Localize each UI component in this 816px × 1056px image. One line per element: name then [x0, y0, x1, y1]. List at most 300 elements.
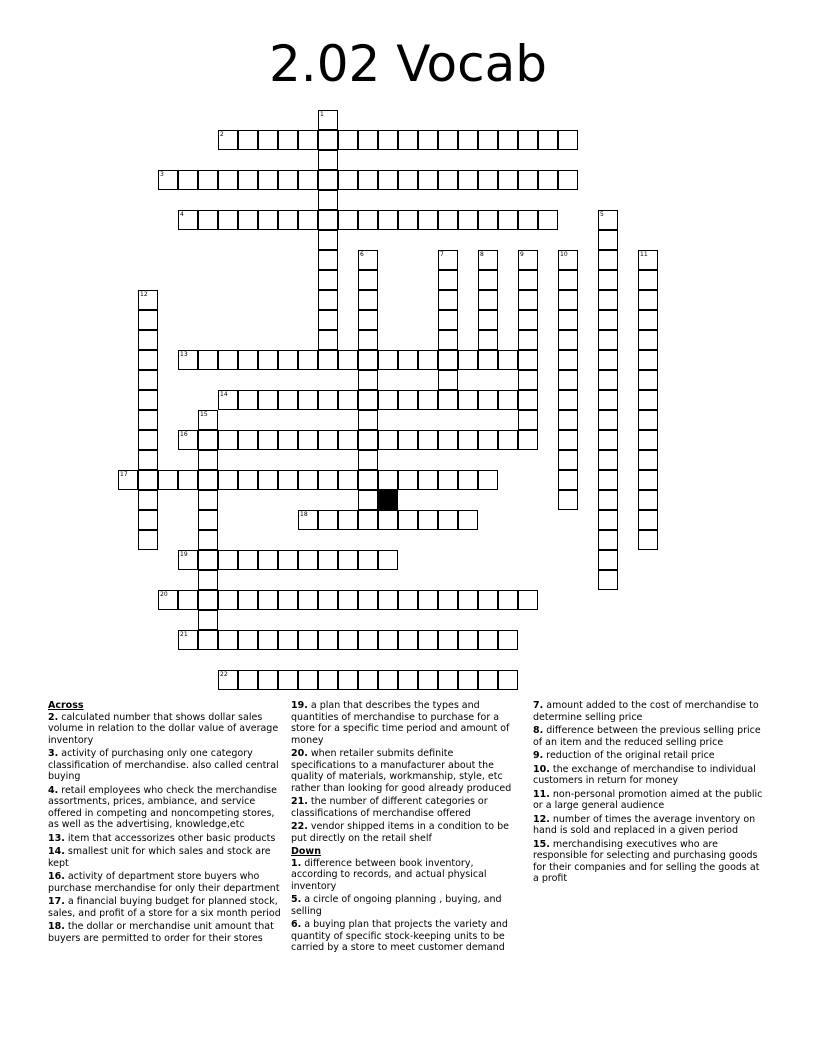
grid-cell[interactable]: [318, 330, 338, 350]
grid-cell[interactable]: [258, 430, 278, 450]
grid-cell[interactable]: [358, 490, 378, 510]
grid-cell[interactable]: [438, 210, 458, 230]
grid-cell[interactable]: [198, 430, 218, 450]
grid-cell[interactable]: [638, 490, 658, 510]
grid-cell[interactable]: [298, 630, 318, 650]
grid-cell[interactable]: [258, 390, 278, 410]
grid-cell[interactable]: [278, 130, 298, 150]
grid-cell[interactable]: [358, 470, 378, 490]
grid-cell[interactable]: [298, 390, 318, 410]
grid-cell[interactable]: [498, 630, 518, 650]
grid-cell[interactable]: [238, 170, 258, 190]
grid-cell[interactable]: [558, 450, 578, 470]
grid-cell[interactable]: [478, 290, 498, 310]
grid-cell[interactable]: [458, 630, 478, 650]
grid-cell[interactable]: [258, 630, 278, 650]
grid-cell[interactable]: [258, 550, 278, 570]
grid-cell[interactable]: [458, 130, 478, 150]
grid-cell[interactable]: [438, 630, 458, 650]
grid-cell[interactable]: [338, 590, 358, 610]
grid-cell[interactable]: [458, 470, 478, 490]
grid-cell[interactable]: [218, 590, 238, 610]
grid-cell[interactable]: [638, 350, 658, 370]
grid-cell[interactable]: [238, 550, 258, 570]
grid-cell[interactable]: [238, 590, 258, 610]
grid-cell[interactable]: [398, 390, 418, 410]
grid-cell[interactable]: [458, 210, 478, 230]
grid-cell[interactable]: [418, 430, 438, 450]
grid-cell[interactable]: [238, 470, 258, 490]
grid-cell[interactable]: [558, 250, 578, 270]
grid-cell[interactable]: [458, 430, 478, 450]
grid-cell[interactable]: [298, 510, 318, 530]
grid-cell[interactable]: [298, 130, 318, 150]
grid-cell[interactable]: [238, 630, 258, 650]
grid-cell[interactable]: [458, 390, 478, 410]
grid-cell[interactable]: [378, 470, 398, 490]
grid-cell[interactable]: [638, 250, 658, 270]
grid-cell[interactable]: [358, 310, 378, 330]
grid-cell[interactable]: [558, 330, 578, 350]
grid-cell[interactable]: [218, 210, 238, 230]
grid-cell[interactable]: [438, 390, 458, 410]
grid-cell[interactable]: [258, 210, 278, 230]
grid-cell[interactable]: [278, 630, 298, 650]
grid-cell[interactable]: [238, 130, 258, 150]
grid-cell[interactable]: [498, 430, 518, 450]
grid-cell[interactable]: [558, 270, 578, 290]
grid-cell[interactable]: [138, 410, 158, 430]
grid-cell[interactable]: [498, 210, 518, 230]
grid-cell[interactable]: [558, 430, 578, 450]
grid-cell[interactable]: [638, 330, 658, 350]
grid-cell[interactable]: [338, 130, 358, 150]
grid-cell[interactable]: [598, 310, 618, 330]
grid-cell[interactable]: [598, 250, 618, 270]
grid-cell[interactable]: [398, 470, 418, 490]
grid-cell[interactable]: [318, 510, 338, 530]
grid-cell[interactable]: [638, 290, 658, 310]
grid-cell[interactable]: [638, 310, 658, 330]
grid-cell[interactable]: [278, 550, 298, 570]
grid-cell[interactable]: [478, 310, 498, 330]
grid-cell[interactable]: [318, 130, 338, 150]
grid-cell[interactable]: [178, 430, 198, 450]
grid-cell[interactable]: [358, 430, 378, 450]
grid-cell[interactable]: [378, 510, 398, 530]
grid-cell[interactable]: [118, 470, 138, 490]
grid-cell[interactable]: [218, 550, 238, 570]
grid-cell[interactable]: [138, 330, 158, 350]
grid-cell[interactable]: [438, 470, 458, 490]
grid-cell[interactable]: [138, 290, 158, 310]
grid-cell[interactable]: [198, 630, 218, 650]
grid-cell[interactable]: [518, 330, 538, 350]
grid-cell[interactable]: [538, 210, 558, 230]
grid-cell[interactable]: [358, 250, 378, 270]
grid-cell[interactable]: [198, 490, 218, 510]
grid-cell[interactable]: [458, 170, 478, 190]
grid-cell[interactable]: [458, 350, 478, 370]
grid-cell[interactable]: [558, 310, 578, 330]
grid-cell[interactable]: [518, 130, 538, 150]
grid-cell[interactable]: [438, 310, 458, 330]
grid-cell[interactable]: [558, 410, 578, 430]
grid-cell[interactable]: [558, 470, 578, 490]
grid-cell[interactable]: [438, 290, 458, 310]
grid-cell[interactable]: [358, 550, 378, 570]
grid-cell[interactable]: [358, 510, 378, 530]
grid-cell[interactable]: [498, 670, 518, 690]
grid-cell[interactable]: [318, 290, 338, 310]
grid-cell[interactable]: [318, 270, 338, 290]
grid-cell[interactable]: [258, 590, 278, 610]
grid-cell[interactable]: [458, 590, 478, 610]
grid-cell[interactable]: [278, 430, 298, 450]
grid-cell[interactable]: [198, 610, 218, 630]
grid-cell[interactable]: [278, 470, 298, 490]
grid-cell[interactable]: [398, 170, 418, 190]
grid-cell[interactable]: [358, 590, 378, 610]
grid-cell[interactable]: [198, 450, 218, 470]
grid-cell[interactable]: [638, 390, 658, 410]
grid-cell[interactable]: [358, 130, 378, 150]
grid-cell[interactable]: [418, 630, 438, 650]
grid-cell[interactable]: [438, 130, 458, 150]
grid-cell[interactable]: [598, 410, 618, 430]
grid-cell[interactable]: [318, 170, 338, 190]
grid-cell[interactable]: [378, 170, 398, 190]
grid-cell[interactable]: [218, 670, 238, 690]
grid-cell[interactable]: [498, 350, 518, 370]
grid-cell[interactable]: [178, 170, 198, 190]
grid-cell[interactable]: [558, 130, 578, 150]
grid-cell[interactable]: [318, 250, 338, 270]
grid-cell[interactable]: [358, 270, 378, 290]
grid-cell[interactable]: [598, 270, 618, 290]
grid-cell[interactable]: [198, 410, 218, 430]
grid-cell[interactable]: [398, 210, 418, 230]
grid-cell[interactable]: [358, 410, 378, 430]
grid-cell[interactable]: [398, 510, 418, 530]
grid-cell[interactable]: [538, 170, 558, 190]
grid-cell[interactable]: [358, 350, 378, 370]
grid-cell[interactable]: [278, 210, 298, 230]
grid-cell[interactable]: [298, 210, 318, 230]
grid-cell[interactable]: [338, 430, 358, 450]
grid-cell[interactable]: [238, 670, 258, 690]
grid-cell[interactable]: [438, 330, 458, 350]
grid-cell[interactable]: [558, 290, 578, 310]
grid-cell[interactable]: [258, 130, 278, 150]
grid-cell[interactable]: [498, 390, 518, 410]
grid-cell[interactable]: [398, 430, 418, 450]
grid-cell[interactable]: [598, 530, 618, 550]
grid-cell[interactable]: [358, 370, 378, 390]
grid-cell[interactable]: [638, 430, 658, 450]
grid-cell[interactable]: [478, 170, 498, 190]
grid-cell[interactable]: [338, 170, 358, 190]
grid-cell[interactable]: [238, 350, 258, 370]
grid-cell[interactable]: [438, 370, 458, 390]
grid-cell[interactable]: [558, 370, 578, 390]
grid-cell[interactable]: [298, 430, 318, 450]
grid-cell[interactable]: [138, 310, 158, 330]
grid-cell[interactable]: [558, 350, 578, 370]
grid-cell[interactable]: [318, 430, 338, 450]
grid-cell[interactable]: [478, 470, 498, 490]
grid-cell[interactable]: [478, 670, 498, 690]
grid-cell[interactable]: [358, 630, 378, 650]
grid-cell[interactable]: [178, 630, 198, 650]
grid-cell[interactable]: [478, 430, 498, 450]
grid-cell[interactable]: [498, 590, 518, 610]
grid-cell[interactable]: [298, 590, 318, 610]
grid-cell[interactable]: [518, 590, 538, 610]
grid-cell[interactable]: [518, 370, 538, 390]
grid-cell[interactable]: [398, 350, 418, 370]
grid-cell[interactable]: [138, 350, 158, 370]
grid-cell[interactable]: [218, 130, 238, 150]
grid-cell[interactable]: [138, 390, 158, 410]
grid-cell[interactable]: [178, 210, 198, 230]
grid-cell[interactable]: [518, 250, 538, 270]
grid-cell[interactable]: [638, 270, 658, 290]
grid-cell[interactable]: [598, 390, 618, 410]
grid-cell[interactable]: [598, 370, 618, 390]
grid-cell[interactable]: [638, 410, 658, 430]
grid-cell[interactable]: [218, 430, 238, 450]
grid-cell[interactable]: [198, 570, 218, 590]
grid-cell[interactable]: [478, 250, 498, 270]
grid-cell[interactable]: [438, 430, 458, 450]
grid-cell[interactable]: [638, 370, 658, 390]
grid-cell[interactable]: [178, 470, 198, 490]
grid-cell[interactable]: [198, 510, 218, 530]
grid-cell[interactable]: [418, 590, 438, 610]
grid-cell[interactable]: [298, 170, 318, 190]
grid-cell[interactable]: [478, 350, 498, 370]
grid-cell[interactable]: [418, 350, 438, 370]
grid-cell[interactable]: [298, 550, 318, 570]
grid-cell[interactable]: [518, 210, 538, 230]
grid-cell[interactable]: [378, 210, 398, 230]
grid-cell[interactable]: [398, 590, 418, 610]
grid-cell[interactable]: [518, 170, 538, 190]
grid-cell[interactable]: [598, 550, 618, 570]
grid-cell[interactable]: [498, 170, 518, 190]
grid-cell[interactable]: [378, 390, 398, 410]
grid-cell[interactable]: [198, 470, 218, 490]
grid-cell[interactable]: [298, 350, 318, 370]
grid-cell[interactable]: [358, 290, 378, 310]
grid-cell[interactable]: [558, 390, 578, 410]
grid-cell[interactable]: [598, 350, 618, 370]
grid-cell[interactable]: [318, 210, 338, 230]
grid-cell[interactable]: [458, 670, 478, 690]
grid-cell[interactable]: [478, 630, 498, 650]
grid-cell[interactable]: [198, 170, 218, 190]
grid-cell[interactable]: [318, 670, 338, 690]
grid-cell[interactable]: [138, 370, 158, 390]
grid-cell[interactable]: [318, 190, 338, 210]
grid-cell[interactable]: [298, 470, 318, 490]
grid-cell[interactable]: [478, 270, 498, 290]
grid-cell[interactable]: [418, 670, 438, 690]
grid-cell[interactable]: [338, 470, 358, 490]
grid-cell[interactable]: [378, 550, 398, 570]
grid-cell[interactable]: [178, 550, 198, 570]
grid-cell[interactable]: [318, 110, 338, 130]
grid-cell[interactable]: [198, 210, 218, 230]
grid-cell[interactable]: [598, 330, 618, 350]
grid-cell[interactable]: [338, 350, 358, 370]
grid-cell[interactable]: [418, 390, 438, 410]
grid-cell[interactable]: [318, 470, 338, 490]
grid-cell[interactable]: [258, 350, 278, 370]
grid-cell[interactable]: [438, 590, 458, 610]
grid-cell[interactable]: [638, 450, 658, 470]
grid-cell[interactable]: [378, 350, 398, 370]
grid-cell[interactable]: [458, 510, 478, 530]
grid-cell[interactable]: [418, 130, 438, 150]
grid-cell[interactable]: [318, 550, 338, 570]
grid-cell[interactable]: [198, 550, 218, 570]
grid-cell[interactable]: [138, 530, 158, 550]
grid-cell[interactable]: [338, 550, 358, 570]
grid-cell[interactable]: [478, 590, 498, 610]
grid-cell[interactable]: [558, 490, 578, 510]
grid-cell[interactable]: [358, 670, 378, 690]
grid-cell[interactable]: [378, 130, 398, 150]
grid-cell[interactable]: [378, 590, 398, 610]
grid-cell[interactable]: [438, 350, 458, 370]
grid-cell[interactable]: [338, 210, 358, 230]
grid-cell[interactable]: [478, 330, 498, 350]
grid-cell[interactable]: [158, 590, 178, 610]
grid-cell[interactable]: [438, 510, 458, 530]
grid-cell[interactable]: [358, 450, 378, 470]
grid-cell[interactable]: [338, 670, 358, 690]
grid-cell[interactable]: [598, 570, 618, 590]
grid-cell[interactable]: [338, 510, 358, 530]
grid-cell[interactable]: [598, 510, 618, 530]
grid-cell[interactable]: [438, 170, 458, 190]
grid-cell[interactable]: [598, 490, 618, 510]
grid-cell[interactable]: [258, 470, 278, 490]
grid-cell[interactable]: [338, 390, 358, 410]
grid-cell[interactable]: [278, 670, 298, 690]
grid-cell[interactable]: [318, 590, 338, 610]
grid-cell[interactable]: [138, 510, 158, 530]
grid-cell[interactable]: [518, 350, 538, 370]
grid-cell[interactable]: [638, 470, 658, 490]
grid-cell[interactable]: [218, 350, 238, 370]
grid-cell[interactable]: [158, 470, 178, 490]
grid-cell[interactable]: [178, 590, 198, 610]
grid-cell[interactable]: [518, 430, 538, 450]
grid-cell[interactable]: [138, 430, 158, 450]
grid-cell[interactable]: [418, 170, 438, 190]
grid-cell[interactable]: [538, 130, 558, 150]
grid-cell[interactable]: [358, 170, 378, 190]
grid-cell[interactable]: [278, 170, 298, 190]
grid-cell[interactable]: [218, 170, 238, 190]
grid-cell[interactable]: [478, 390, 498, 410]
grid-cell[interactable]: [398, 630, 418, 650]
grid-cell[interactable]: [598, 470, 618, 490]
grid-cell[interactable]: [318, 630, 338, 650]
grid-cell[interactable]: [198, 350, 218, 370]
grid-cell[interactable]: [318, 310, 338, 330]
grid-cell[interactable]: [138, 450, 158, 470]
grid-cell[interactable]: [478, 210, 498, 230]
grid-cell[interactable]: [518, 310, 538, 330]
grid-cell[interactable]: [138, 470, 158, 490]
grid-cell[interactable]: [518, 270, 538, 290]
grid-cell[interactable]: [378, 430, 398, 450]
grid-cell[interactable]: [218, 390, 238, 410]
grid-cell[interactable]: [258, 670, 278, 690]
grid-cell[interactable]: [518, 410, 538, 430]
grid-cell[interactable]: [298, 670, 318, 690]
grid-cell[interactable]: [518, 290, 538, 310]
grid-cell[interactable]: [318, 390, 338, 410]
grid-cell[interactable]: [398, 130, 418, 150]
grid-cell[interactable]: [318, 150, 338, 170]
grid-cell[interactable]: [358, 210, 378, 230]
grid-cell[interactable]: [398, 670, 418, 690]
grid-cell[interactable]: [418, 470, 438, 490]
grid-cell[interactable]: [218, 470, 238, 490]
grid-cell[interactable]: [278, 390, 298, 410]
grid-cell[interactable]: [198, 530, 218, 550]
grid-cell[interactable]: [238, 390, 258, 410]
grid-cell[interactable]: [438, 670, 458, 690]
grid-cell[interactable]: [218, 630, 238, 650]
grid-cell[interactable]: [258, 170, 278, 190]
grid-cell[interactable]: [518, 390, 538, 410]
grid-cell[interactable]: [378, 630, 398, 650]
grid-cell[interactable]: [438, 250, 458, 270]
grid-cell[interactable]: [278, 350, 298, 370]
grid-cell[interactable]: [598, 230, 618, 250]
grid-cell[interactable]: [318, 350, 338, 370]
grid-cell[interactable]: [278, 590, 298, 610]
grid-cell[interactable]: [238, 210, 258, 230]
grid-cell[interactable]: [138, 490, 158, 510]
grid-cell[interactable]: [598, 210, 618, 230]
grid-cell[interactable]: [498, 130, 518, 150]
grid-cell[interactable]: [338, 630, 358, 650]
grid-cell[interactable]: [158, 170, 178, 190]
grid-cell[interactable]: [598, 450, 618, 470]
grid-cell[interactable]: [358, 330, 378, 350]
grid-cell[interactable]: [478, 130, 498, 150]
grid-cell[interactable]: [598, 430, 618, 450]
grid-cell[interactable]: [598, 290, 618, 310]
grid-cell[interactable]: [558, 170, 578, 190]
grid-cell[interactable]: [178, 350, 198, 370]
grid-cell[interactable]: [638, 510, 658, 530]
grid-cell[interactable]: [358, 390, 378, 410]
grid-cell[interactable]: [378, 670, 398, 690]
grid-cell[interactable]: [438, 270, 458, 290]
grid-cell[interactable]: [638, 530, 658, 550]
grid-cell[interactable]: [418, 210, 438, 230]
grid-cell[interactable]: [418, 510, 438, 530]
grid-cell[interactable]: [238, 430, 258, 450]
